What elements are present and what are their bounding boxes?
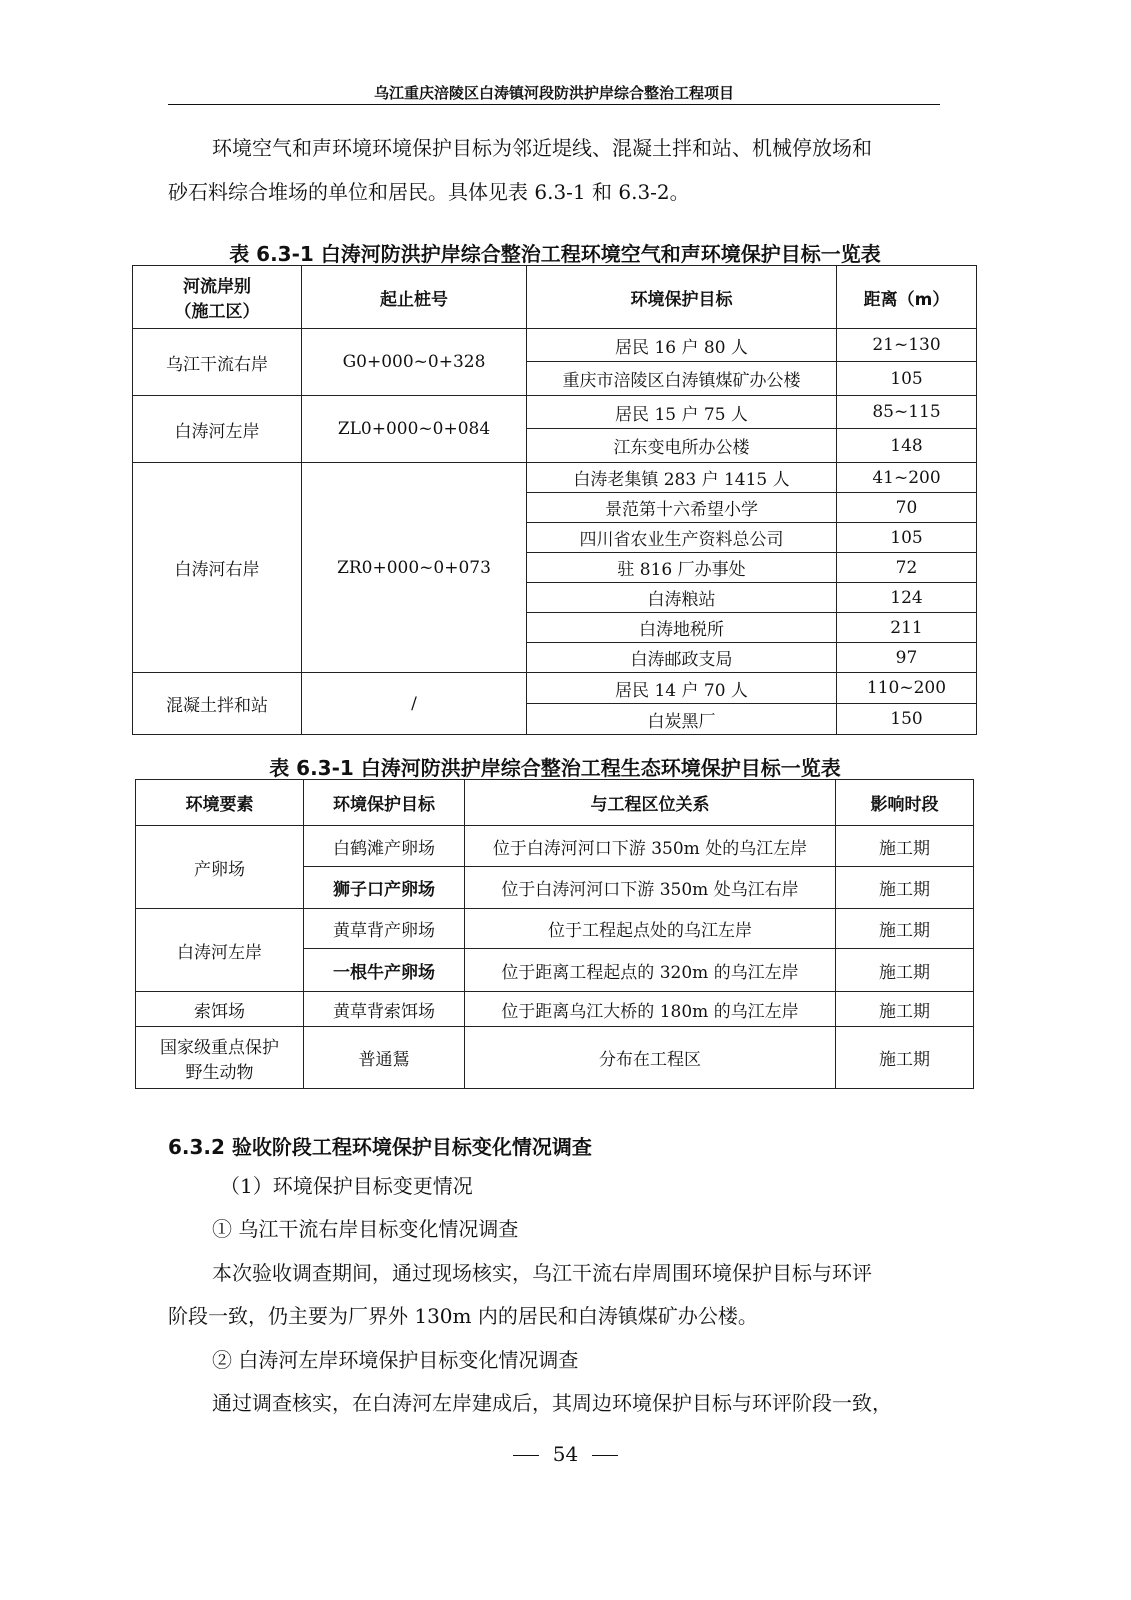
target-cell: 驻 816 厂办事处 [527,553,837,583]
period-cell: 施工期 [836,949,974,992]
distance-cell: 211 [837,613,977,643]
period-cell: 施工期 [836,909,974,949]
target-cell: 江东变电所办公楼 [527,429,837,463]
distance-cell: 150 [837,704,977,735]
header-cell: 环境保护目标 [527,266,837,329]
table-row [133,673,977,704]
target-cell: 普通鵟 [304,1027,465,1089]
target-cell: 白涛邮政支局 [527,643,837,673]
table-row [133,463,977,493]
period-cell: 施工期 [836,826,974,867]
ecological-protection-table [135,779,974,1089]
relation-cell: 位于工程起点处的乌江左岸 [465,909,836,949]
distance-cell: 21~130 [837,329,977,362]
target-cell: 白鹤滩产卵场 [304,826,465,867]
table-row [136,1027,974,1089]
target-cell: 居民 16 户 80 人 [527,329,837,362]
distance-cell: 70 [837,493,977,523]
target-cell: 居民 15 户 75 人 [527,396,837,429]
item-heading-2: ② 白涛河左岸环境保护目标变化情况调查 [212,1348,579,1372]
distance-cell: 148 [837,429,977,463]
target-cell: 白涛粮站 [527,583,837,613]
document-header-title: 乌江重庆涪陵区白涛镇河段防洪护岸综合整治工程项目 [373,84,734,102]
dash-decoration [513,1455,539,1456]
header-cell: 距离（m） [837,266,977,329]
table-header-row [136,780,974,826]
relation-cell: 位于距离工程起点的 320m 的乌江左岸 [465,949,836,992]
table-row [133,329,977,362]
item-heading-1: ① 乌江干流右岸目标变化情况调查 [212,1217,519,1241]
relation-cell: 分布在工程区 [465,1027,836,1089]
bank-cell: 白涛河右岸 [133,463,302,673]
bank-cell: 混凝土拌和站 [133,673,302,735]
element-cell: 索饵场 [136,992,304,1027]
target-cell: 狮子口产卵场 [304,867,465,909]
period-cell: 施工期 [836,1027,974,1089]
target-cell: 白涛地税所 [527,613,837,643]
relation-cell: 位于白涛河河口下游 350m 处的乌江左岸 [465,826,836,867]
distance-cell: 72 [837,553,977,583]
header-cell: 与工程区位关系 [465,780,836,826]
target-cell: 重庆市涪陵区白涛镇煤矿办公楼 [527,362,837,396]
target-cell: 居民 14 户 70 人 [527,673,837,704]
paragraph-2-line-1: 通过调查核实，在白涛河左岸建成后，其周边环境保护目标与环评阶段一致， [212,1391,892,1415]
header-divider [168,104,940,105]
period-cell: 施工期 [836,992,974,1027]
target-cell: 白炭黑厂 [527,704,837,735]
distance-cell: 41~200 [837,463,977,493]
target-cell: 四川省农业生产资料总公司 [527,523,837,553]
target-cell: 黄草背产卵场 [304,909,465,949]
bank-cell: 乌江干流右岸 [133,329,302,396]
dash-decoration [592,1455,618,1456]
target-cell: 一根牛产卵场 [304,949,465,992]
header-cell: 河流岸别 （施工区） [133,266,302,329]
station-cell: / [302,673,527,735]
table2-caption: 表 6.3-1 白涛河防洪护岸综合整治工程生态环境保护目标一览表 [269,756,841,780]
relation-cell: 位于距离乌江大桥的 180m 的乌江左岸 [465,992,836,1027]
target-cell: 黄草背索饵场 [304,992,465,1027]
air-noise-protection-table [132,265,977,735]
page-number: 54 [0,1442,1131,1466]
distance-cell: 105 [837,523,977,553]
paragraph-1-line-1: 本次验收调查期间，通过现场核实，乌江干流右岸周围环境保护目标与环评 [212,1261,872,1285]
table-row [136,826,974,867]
distance-cell: 124 [837,583,977,613]
header-cell: 影响时段 [836,780,974,826]
relation-cell: 位于白涛河河口下游 350m 处乌江右岸 [465,867,836,909]
table-header-row [133,266,977,329]
bank-cell: 白涛河左岸 [133,396,302,463]
header-cell: 环境要素 [136,780,304,826]
subsection-heading: （1）环境保护目标变更情况 [220,1174,473,1198]
header-cell: 环境保护目标 [304,780,465,826]
target-cell: 白涛老集镇 283 户 1415 人 [527,463,837,493]
header-cell: 起止桩号 [302,266,527,329]
element-cell: 白涛河左岸 [136,909,304,992]
distance-cell: 105 [837,362,977,396]
intro-paragraph-line-2: 砂石料综合堆场的单位和居民。具体见表 6.3-1 和 6.3-2。 [168,180,690,204]
element-cell: 国家级重点保护 野生动物 [136,1027,304,1089]
element-cell: 产卵场 [136,826,304,909]
distance-cell: 110~200 [837,673,977,704]
table-row [136,992,974,1027]
table1-caption: 表 6.3-1 白涛河防洪护岸综合整治工程环境空气和声环境保护目标一览表 [229,242,881,266]
distance-cell: 97 [837,643,977,673]
station-cell: ZR0+000~0+073 [302,463,527,673]
table-row [136,909,974,949]
intro-paragraph-line-1: 环境空气和声环境环境保护目标为邻近堤线、混凝土拌和站、机械停放场和 [212,136,872,160]
target-cell: 景范第十六希望小学 [527,493,837,523]
section-heading: 6.3.2 验收阶段工程环境保护目标变化情况调查 [168,1135,592,1159]
paragraph-1-line-2: 阶段一致，仍主要为厂界外 130m 内的居民和白涛镇煤矿办公楼。 [168,1304,758,1328]
station-cell: ZL0+000~0+084 [302,396,527,463]
station-cell: G0+000~0+328 [302,329,527,396]
table-row [133,396,977,429]
period-cell: 施工期 [836,867,974,909]
distance-cell: 85~115 [837,396,977,429]
